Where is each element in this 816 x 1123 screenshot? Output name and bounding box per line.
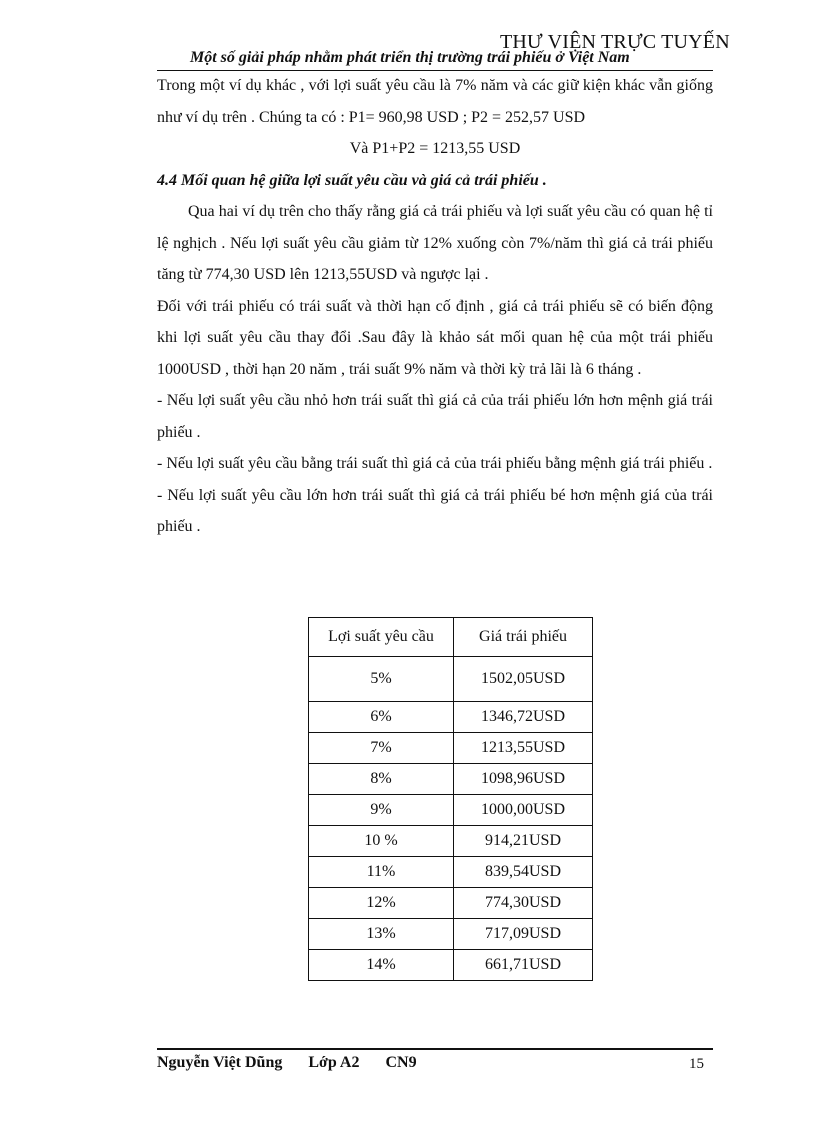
yield-cell: 6% bbox=[309, 702, 454, 733]
column-header-price: Giá trái phiếu bbox=[454, 618, 593, 657]
footer-cohort: CN9 bbox=[385, 1054, 417, 1071]
table-header-row bbox=[309, 618, 593, 657]
footer-author-info bbox=[157, 1054, 439, 1072]
price-cell: 1213,55USD bbox=[454, 733, 593, 764]
price-cell: 774,30USD bbox=[454, 888, 593, 919]
yield-cell: 10 % bbox=[309, 826, 454, 857]
price-cell: 1000,00USD bbox=[454, 795, 593, 826]
price-cell: 1098,96USD bbox=[454, 764, 593, 795]
table-row bbox=[309, 857, 593, 888]
footer-author-name: Nguyễn Việt Dũng bbox=[157, 1054, 283, 1071]
table-row bbox=[309, 795, 593, 826]
document-body bbox=[157, 70, 713, 543]
table-row bbox=[309, 764, 593, 795]
table-row bbox=[309, 950, 593, 981]
footer-class: Lớp A2 bbox=[308, 1054, 360, 1071]
yield-cell: 14% bbox=[309, 950, 454, 981]
yield-cell: 13% bbox=[309, 919, 454, 950]
paragraph-sum: Và P1+P2 = 1213,55 USD bbox=[349, 140, 521, 157]
running-header-title: Một số giải pháp nhằm phát triển thị trường trái phiếu ở Việt Nam bbox=[190, 49, 630, 66]
table-row bbox=[309, 826, 593, 857]
price-cell: 914,21USD bbox=[454, 826, 593, 857]
table-row bbox=[309, 888, 593, 919]
paragraph-relation: Qua hai ví dụ trên cho thấy rằng giá cả trái phiếu và lợi suất yêu cầu có quan hệ tỉ lệ nghịch . Nếu lợi suất yêu cầu giảm từ 12% xuống còn 7%/năm thì giá cả trái phiếu tăng từ 774,30 USD lên 1213,55USD và ngược lại . bbox=[157, 203, 713, 283]
yield-cell: 5% bbox=[309, 657, 454, 702]
table-row bbox=[309, 919, 593, 950]
footer-divider bbox=[157, 1048, 713, 1050]
paragraph-example: Trong một ví dụ khác , với lợi suất yêu cầu là 7% năm và các giữ kiện khác vẫn giống như ví dụ trên . Chúng ta có : P1= 960,98 USD ; P2 = 252,57 USD bbox=[157, 77, 713, 126]
column-header-yield: Lợi suất yêu cầu bbox=[309, 618, 454, 657]
table-row bbox=[309, 733, 593, 764]
bullet-equal-yield: - Nếu lợi suất yêu cầu bằng trái suất thì giá cả của trái phiếu bằng mệnh giá trái phiếu . bbox=[157, 455, 713, 472]
bullet-lower-yield: - Nếu lợi suất yêu cầu nhỏ hơn trái suất thì giá cả của trái phiếu lớn hơn mệnh giá trái phiếu . bbox=[157, 392, 713, 441]
table-row bbox=[309, 657, 593, 702]
price-cell: 839,54USD bbox=[454, 857, 593, 888]
section-heading: 4.4 Mối quan hệ giữa lợi suất yêu cầu và giá cả trái phiếu . bbox=[157, 171, 547, 189]
yield-cell: 7% bbox=[309, 733, 454, 764]
yield-cell: 11% bbox=[309, 857, 454, 888]
price-cell: 717,09USD bbox=[454, 919, 593, 950]
paragraph-survey: Đối với trái phiếu có trái suất và thời hạn cố định , giá cả trái phiếu sẽ có biến động khi lợi suất yêu cầu thay đổi .Sau đây là khảo sát mối quan hệ của một trái phiếu 1000USD , thời hạn 20 năm , trái suất 9% năm và thời kỳ trả lãi là 6 tháng . bbox=[157, 297, 713, 378]
bullet-higher-yield: - Nếu lợi suất yêu cầu lớn hơn trái suất thì giá cả trái phiếu bé hơn mệnh giá của trái phiếu . bbox=[157, 486, 713, 535]
price-cell: 1502,05USD bbox=[454, 657, 593, 702]
page-number: 15 bbox=[689, 1056, 704, 1072]
table-row bbox=[309, 702, 593, 733]
yield-price-table bbox=[308, 617, 593, 981]
yield-cell: 8% bbox=[309, 764, 454, 795]
yield-cell: 12% bbox=[309, 888, 454, 919]
yield-cell: 9% bbox=[309, 795, 454, 826]
watermark-text: THƯ VIỆN TRỰC TUYẾN bbox=[500, 31, 730, 53]
price-cell: 1346,72USD bbox=[454, 702, 593, 733]
price-cell: 661,71USD bbox=[454, 950, 593, 981]
